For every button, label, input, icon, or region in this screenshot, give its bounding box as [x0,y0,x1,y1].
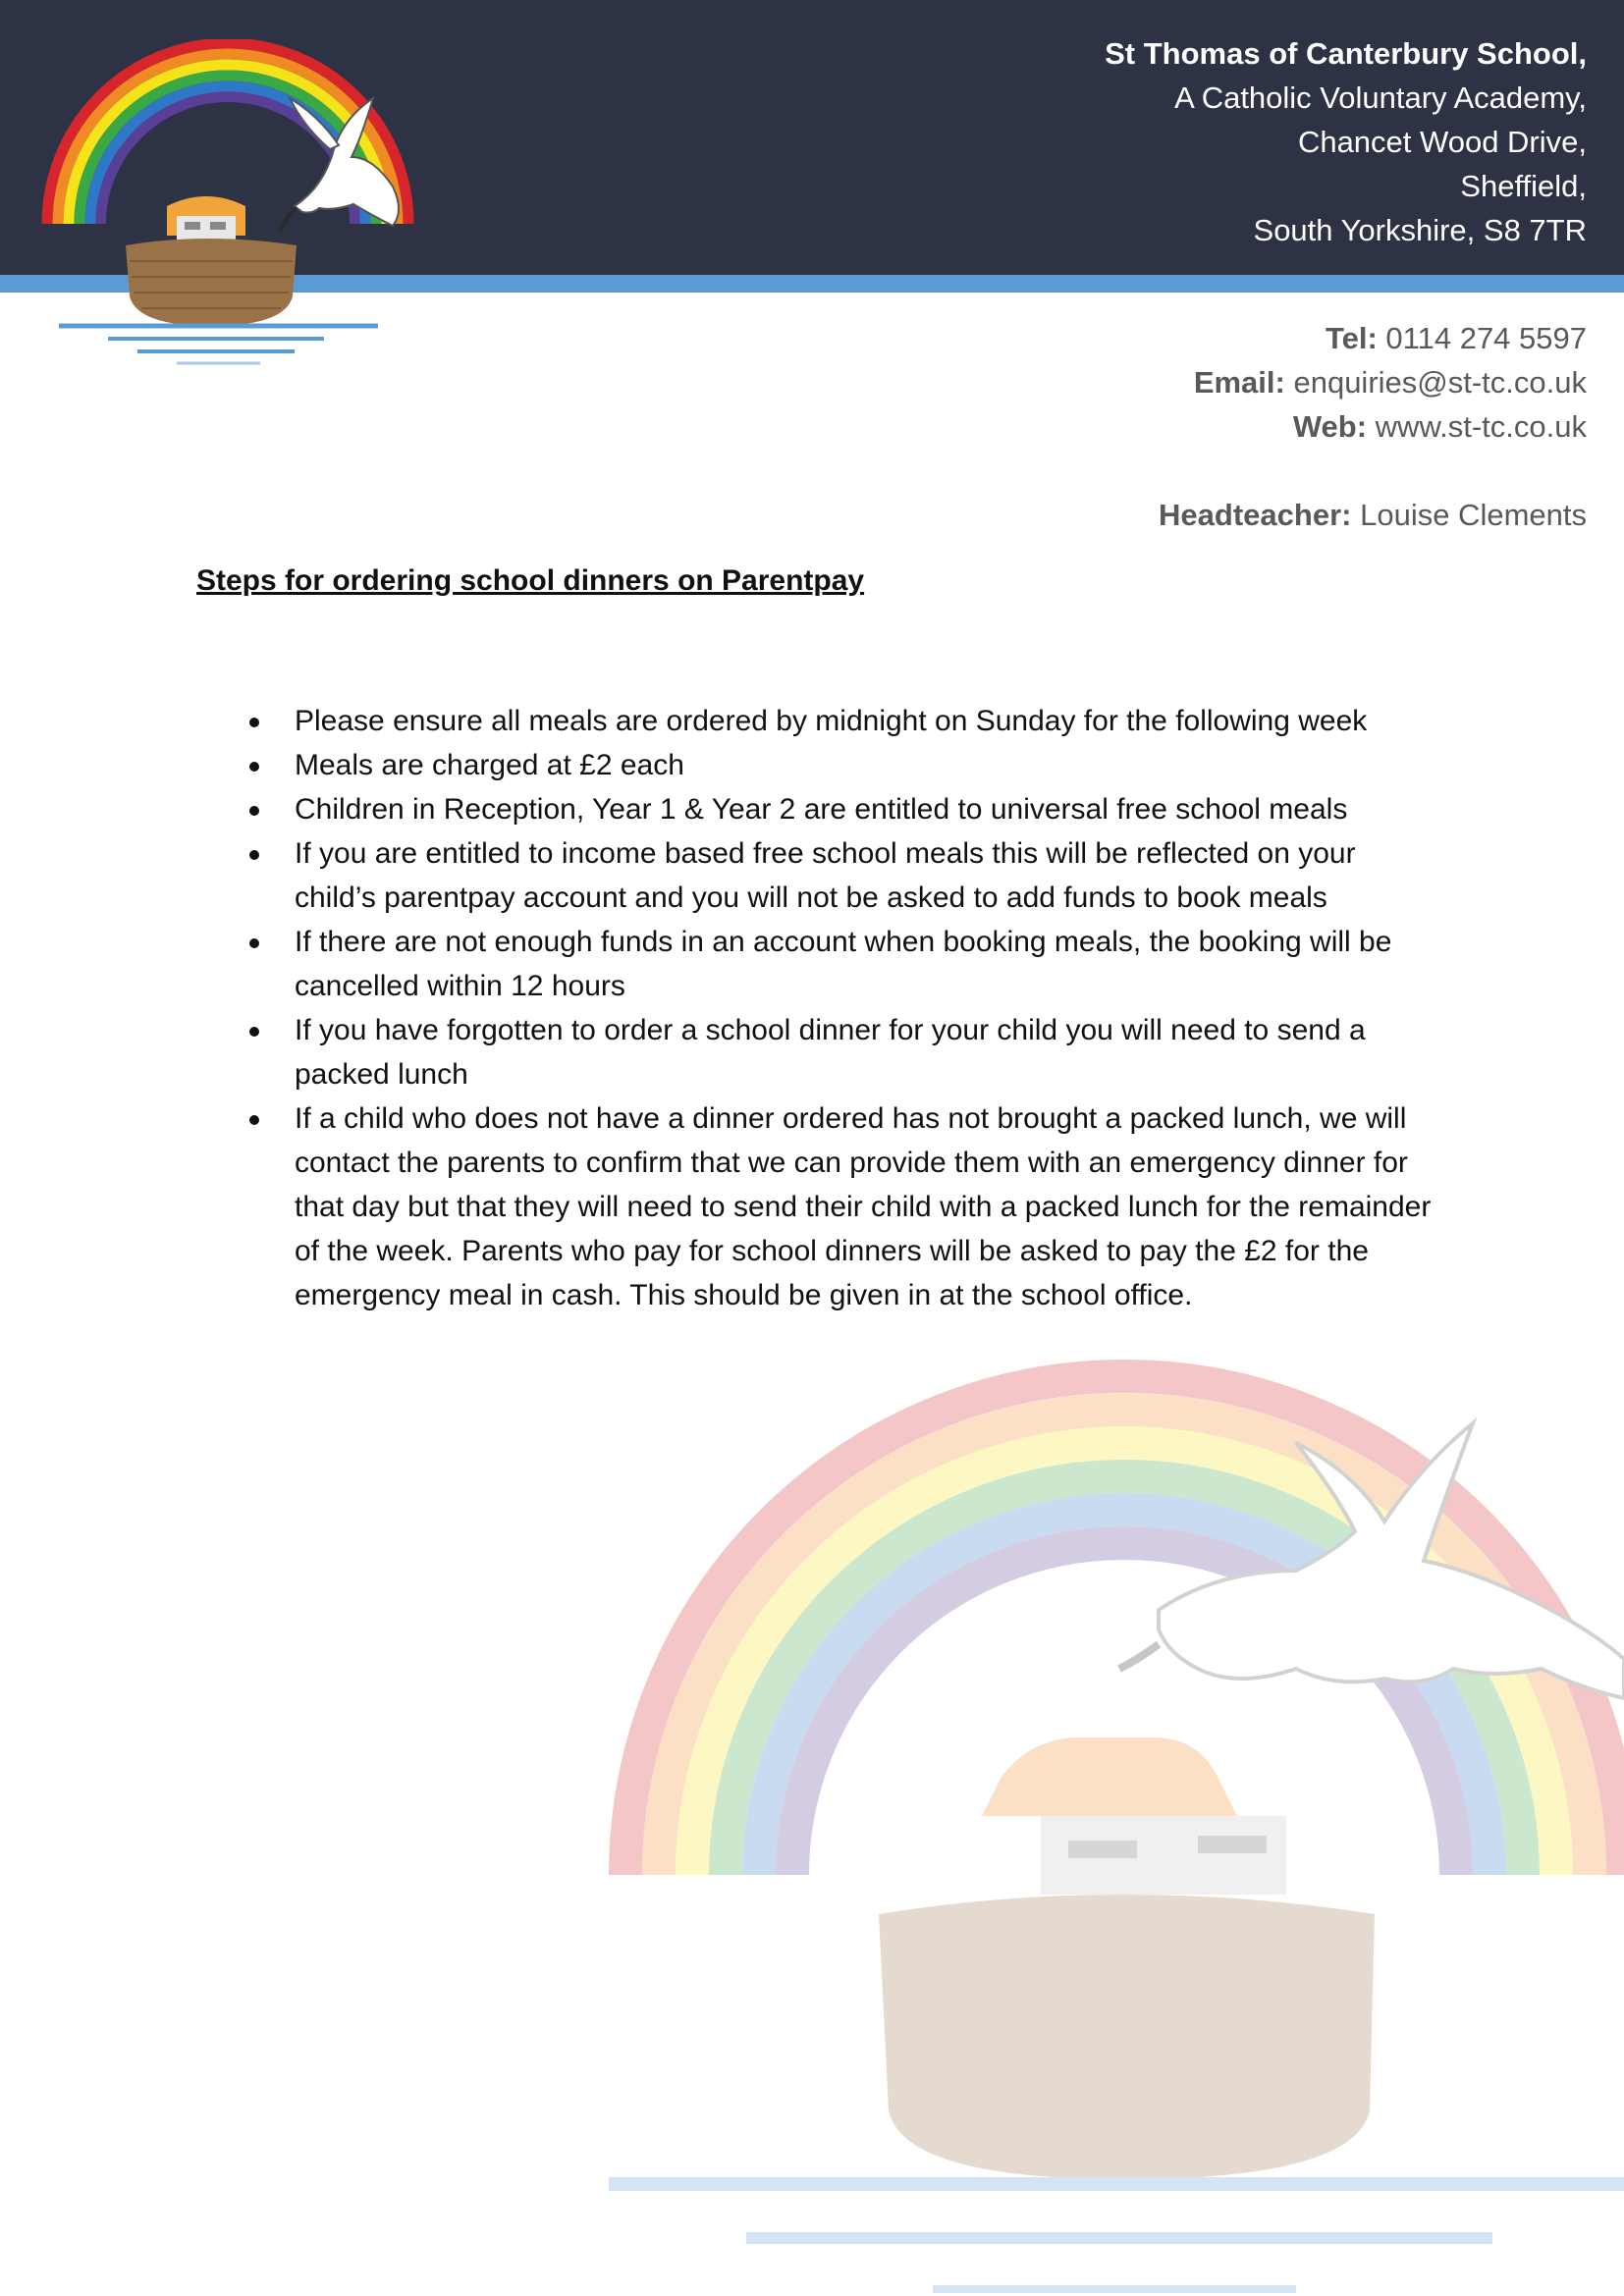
tel-value: 0114 274 5597 [1385,321,1587,355]
list-item: If a child who does not have a dinner ordered has not brought a packed lunch, we will contact the parents to confirm that we can provide them with an emergency dinner for that day but that they will need to send their child with a packed lunch for the remainder of the week. Parents who pay for school dinners will be asked to pay the £2 for the emergency meal in cash. This should be given in at the school office. [245,1096,1443,1317]
headteacher-name: Louise Clements [1360,498,1587,532]
contact-tel [703,316,1587,360]
list-item: If there are not enough funds in an account when booking meals, the booking will be cancelled within 12 hours [245,920,1443,1008]
email-label: Email: [1193,365,1285,400]
list-item: Meals are charged at £2 each [245,743,1443,787]
bullet-icon [249,762,259,772]
contact-details [703,316,1587,449]
school-name: St Thomas of Canterbury School, [1105,36,1587,71]
bullet-icon [249,718,259,727]
bullet-icon [249,1115,259,1125]
address-line: South Yorkshire, S8 7TR [1253,213,1587,247]
tel-label: Tel: [1325,321,1378,355]
address-line: Sheffield, [1460,169,1587,203]
bullet-icon [249,850,259,860]
bullet-icon [249,1027,259,1037]
address-line: Chancet Wood Drive, [1297,125,1587,159]
list-item: If you have forgotten to order a school dinner for your child you will need to send a packed lunch [245,1008,1443,1096]
contact-web [703,404,1587,449]
address-line: A Catholic Voluntary Academy, [1174,80,1587,115]
headteacher [703,493,1587,537]
rainbow-ark-dove-watermark-icon [609,1306,1624,2296]
bullet-icon [249,938,259,948]
email-value[interactable]: enquiries@st-tc.co.uk [1293,365,1587,400]
web-label: Web: [1292,409,1368,444]
steps-list [245,699,1443,1317]
list-item: Please ensure all meals are ordered by midnight on Sunday for the following week [245,699,1443,743]
list-item: Children in Reception, Year 1 & Year 2 are entitled to universal free school meals [245,787,1443,831]
school-address [703,31,1587,252]
web-value[interactable]: www.st-tc.co.uk [1375,409,1587,444]
list-item: If you are entitled to income based free school meals this will be reflected on your child’s parentpay account and you will not be asked to add funds to book meals [245,831,1443,920]
headteacher-label: Headteacher: [1159,498,1352,532]
document-title: Steps for ordering school dinners on Parentpay [196,564,865,597]
bullet-icon [249,806,259,816]
rainbow-ark-dove-logo-icon [39,39,422,373]
contact-email [703,360,1587,404]
